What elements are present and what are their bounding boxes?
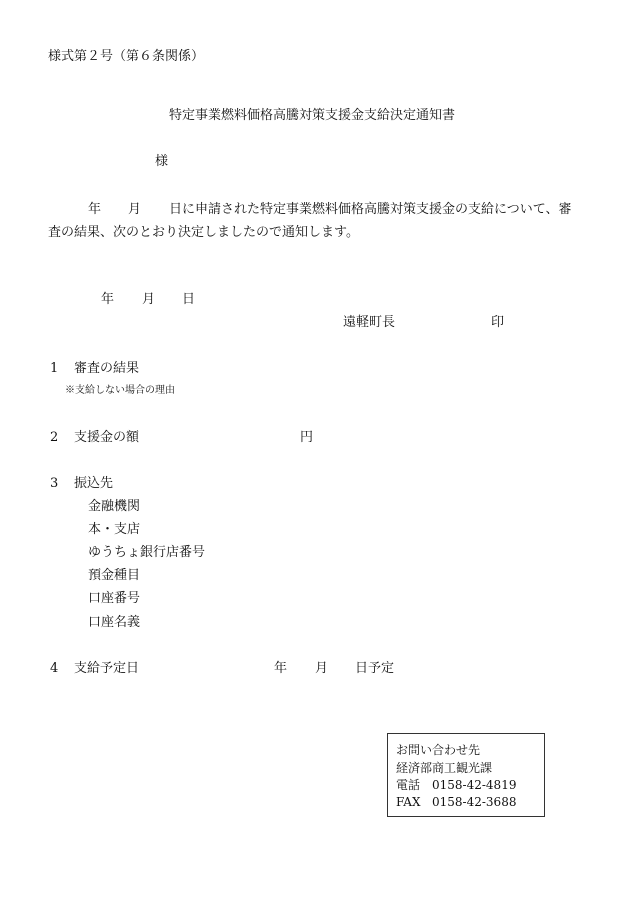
account-holder-label: 口座名義	[88, 615, 141, 630]
body-month: 月	[128, 202, 142, 217]
issuer-seal: 印	[491, 315, 505, 330]
addressee-honorific: 様	[155, 154, 169, 169]
contact-phone-label: 電話	[396, 778, 421, 792]
section-3-label: 振込先	[74, 476, 114, 491]
section-1-number: 1	[50, 361, 59, 376]
contact-heading: お問い合わせ先	[396, 743, 481, 757]
date-day: 日	[182, 292, 196, 307]
branch-label: 本・支店	[88, 522, 141, 537]
form-number: 様式第２号（第６条関係）	[48, 49, 205, 64]
payment-year: 年	[274, 661, 288, 676]
account-type-label: 預金種目	[88, 568, 141, 583]
contact-fax: 0158-42-3688	[432, 795, 517, 809]
issuer-name: 遠軽町長	[343, 315, 396, 330]
contact-box	[387, 733, 545, 817]
bank-name-label: 金融機関	[88, 499, 141, 514]
section-3-number: 3	[50, 476, 59, 491]
yucho-branch-number-label: ゆうちょ銀行店番号	[88, 545, 206, 560]
section-2-label: 支援金の額	[74, 430, 140, 445]
contact-fax-label: FAX	[396, 795, 421, 809]
payment-month: 月	[315, 661, 329, 676]
section-2-number: 2	[50, 430, 59, 445]
date-year: 年	[101, 292, 115, 307]
body-line-2: 査の結果、次のとおり決定しましたので通知します。	[48, 225, 359, 240]
section-1-note: ※支給しない場合の理由	[65, 385, 175, 396]
section-2-unit: 円	[300, 430, 314, 445]
payment-day: 日予定	[355, 661, 395, 676]
date-month: 月	[142, 292, 156, 307]
document-title: 特定事業燃料価格高騰対策支援金支給決定通知書	[169, 108, 456, 123]
contact-department: 経済部商工観光課	[396, 761, 493, 775]
section-4-label: 支給予定日	[74, 661, 140, 676]
contact-phone: 0158-42-4819	[432, 778, 517, 792]
body-year: 年	[88, 202, 102, 217]
body-line-1: 日に申請された特定事業燃料価格高騰対策支援金の支給について、審	[169, 202, 572, 217]
account-number-label: 口座番号	[88, 591, 141, 606]
section-4-number: 4	[50, 661, 59, 676]
section-1-label: 審査の結果	[74, 361, 140, 376]
